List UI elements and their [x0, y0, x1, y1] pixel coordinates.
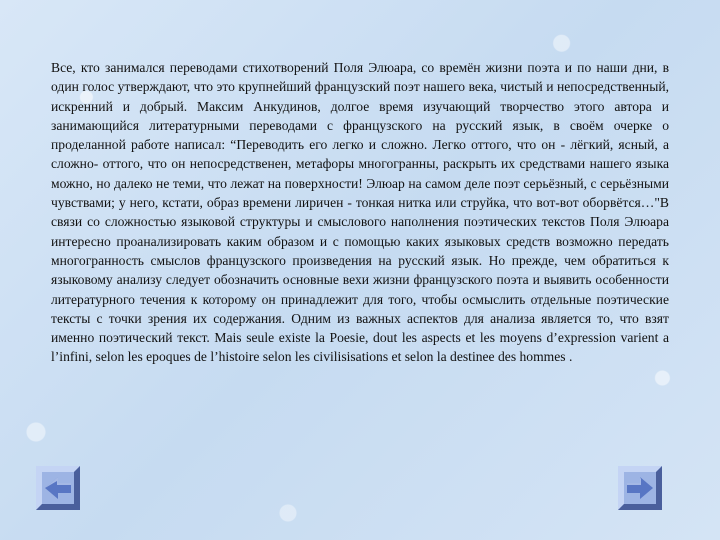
previous-slide-button[interactable] — [36, 466, 80, 510]
arrow-right-icon — [618, 466, 662, 510]
next-slide-button[interactable] — [618, 466, 662, 510]
body-paragraph: Все, кто занимался переводами стихотворений Поля Элюара, со времён жизни поэта и по наши дни, в один голос утверждают, что это крупнейший французский поэт нашего века, чистый и непосредственный, искренний и добрый. Максим Анкудинов, долгое время изучающий творчество этого автора и занимающийся литературными переводами с французского на русский язык, в своём очерке о проделанной работе написал: “Переводить его легко и сложно. Легко оттого, что он - лёгкий, ясный, а сложно- оттого, что он непосредственен, метафоры многогранны, раскрыть их средствами нашего языка можно, но далеко не теми, что лежат на поверхности! Элюар на самом деле поэт серьёзный, с серьёзными чувствами; у него, кстати, образ времени лиричен - тонкая нитка или струйка, что вот-вот оборвётся…"В связи со сложностью языковой структуры и смыслового наполнения поэтических текстов Поля Элюара интересно проанализировать каким образом и с помощью каких языковых средств возможно передать многогранность смыслов французского произведения на русский язык. Но прежде, чем обратиться к языковому анализу следует обозначить основные вехи жизни французского поэта и выявить особенности литературного течения к которому он принадлежит для того, чтобы осмыслить отдельные поэтические тексты с точки зрения их содержания. Одним из важных аспектов для анализа является то, что взят именно поэтический текст. Mais seule existe la Poesie, dout les aspects et les moyens d’expression varient a l’infini, selon les epoques de l’histoire selon les civilisisations et selon la destinee des hommes . — [51, 60, 669, 365]
arrow-left-icon — [36, 466, 80, 510]
